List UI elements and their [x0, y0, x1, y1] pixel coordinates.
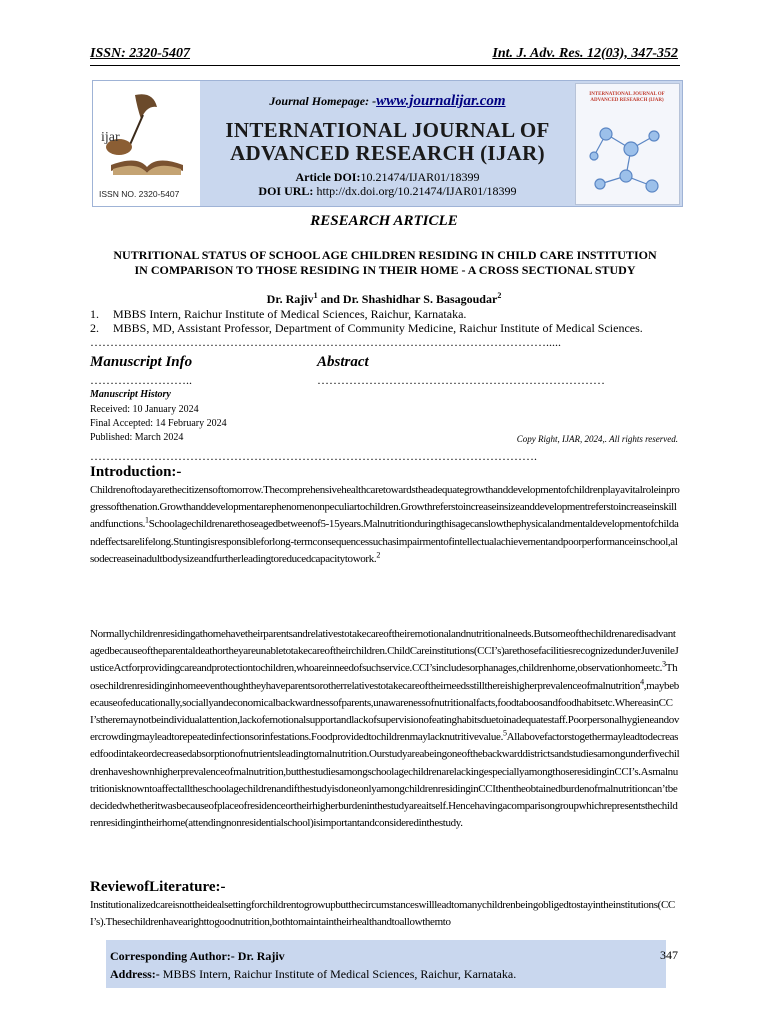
journal-issn: ISSN: 2320-5407: [90, 46, 190, 61]
citation-sup: 2: [376, 550, 380, 560]
text-run: Childrenoftodayarethecitizensoftomorrow.Thecomprehensivehealthcaretowardstheadequategrowthanddevelopmentofchildrenplayavitalroleinprogressofthenation.Growthanddevelopmentarephenomenonpeculiartochildren.Growthreferstoincreaseinsizeanddevelopmentreferstoincreaseinskillandfunctions.: [90, 484, 680, 531]
author-address: [110, 967, 516, 982]
affiliation-text: MBBS, MD, Assistant Professor, Department of Community Medicine, Raichur Institute of Medical Sciences.: [113, 321, 643, 335]
affiliation-text: MBBS Intern, Raichur Institute of Medical Sciences, Raichur, Karnataka.: [113, 307, 467, 321]
address-label: Address:-: [110, 967, 160, 981]
paper-title: [90, 248, 680, 278]
journal-title-line1: INTERNATIONAL JOURNAL OF: [225, 118, 550, 142]
dotted-rule-info: ……………………..: [90, 373, 192, 387]
doi-value: 10.21474/IJAR01/18399: [360, 170, 480, 184]
author-1-sup: 1: [313, 291, 318, 300]
review-paragraph-1: Institutionalizedcareisnottheidealsettingforchildrentogrowupbutthecircumstanceswillleadtomanychildrenbeingobligedtostayintheinstitutions(CCI’s).Thesechildrenhavearighttogoodnutrition,bothtomaintaintheirhealthandtoallowthemto: [90, 899, 675, 929]
journal-banner: [92, 80, 683, 207]
logo-issn: ISSN NO. 2320-5407: [99, 189, 180, 199]
review-heading: ReviewofLiterature:-: [90, 879, 226, 895]
logo-text: ijar: [101, 130, 120, 145]
article-doi-block: [200, 170, 575, 198]
journal-citation: Int. J. Adv. Res. 12(03), 347-352: [492, 46, 678, 61]
received-date: Received: 10 January 2024: [90, 404, 199, 415]
affiliation-number: 1.: [90, 307, 99, 321]
author-2-sup: 2: [497, 291, 502, 300]
accepted-date: Final Accepted: 14 February 2024: [90, 418, 227, 429]
text-run: Allabovefactorstogethermayleadtodecreasedfoodintakeordecreasedabsorptionofnutrientsleadingtomalnutrition.Ourstudyareabeingoneofthebackwarddistrictsandstudiesamongunderfivechildrenhaveshownhigherprevalenceofmalnutrition,butthestudiesamongschoolagechildrenarelackingespeciallyamongthoseresidinginCCI’s.AsmalnutritionisknowntoaffectalltheschoolagechildrenandifthestudyisdoneonlyamongchildrenresidinginCCIthentheobtainedburdenofmalnutritioncan’tbedecidedwhetheritwasbecauseofplaceofresidenceortheirhigherburdeninthestudyareaitself.Hencehavingacomparisongroupwhichrepresentsthechildrenresidingintheirhome(attendingnonresidentialschool)isimportantandconsideredinthestudy.: [90, 731, 680, 830]
text-run: ,maybebecauseofeducationally,sociallyandeconomicalbackwardnessofparents,unawarenessofnutritionalfacts,foodtaboosandfoodhabitsetc.WhereasinCCI’stheremaynotbeindividualattention,lackofemotionalsupportandlackofsupervisionofeatinghabitsduetoinadequatestaff.Poorpersonalhygieneandovercrowdingmayleadtorepeatedinfectionsorinfestations.Foodprovidedtochildrenmaylacknutritivevalue.: [90, 679, 680, 744]
author-1: Dr. Rajiv: [266, 292, 314, 306]
journal-cover-image: [575, 83, 680, 205]
text-run: Thosechildrenresidinginhomeeventhoughtheyhaveparentsorotherrelativestotakecareoftheirneedsstillthereishigherprevalenceofmalnutrition: [90, 662, 678, 692]
affiliation-1: [90, 307, 680, 321]
corr-name: Dr. Rajiv: [234, 949, 285, 963]
dotted-rule-abstract: ………………………………………………………………: [317, 373, 605, 387]
dotted-rule-top: …………………………………………………………………………………………………….....: [90, 335, 561, 349]
affiliation-2: [90, 321, 680, 335]
doi-label: Article DOI:: [295, 170, 361, 184]
copyright-notice: Copy Right, IJAR, 2024,. All rights reserved.: [516, 434, 678, 444]
published-date: Published: March 2024: [90, 432, 184, 443]
page-number: 347: [660, 948, 678, 962]
citation-sup: 1: [145, 515, 149, 525]
citation-sup: 4: [640, 676, 644, 686]
homepage-link[interactable]: www.journalijar.com: [376, 93, 506, 109]
text-run: Schoolagechildrenarethoseagedbetweenof5-15years.Malnutritionduringthisagecanslowthephysicalandmentaldevelopmentofchildandeffectsarelifelong.Stuntingisresponsibleforlong-termconsequencessuchasimpairmentofintellectualachievementandpoorperformanceinschool,alsodecreaseinadultbodysizeandfurtherleadingtoreducedcapacitytowork.: [90, 518, 679, 565]
manuscript-info-heading: Manuscript Info: [90, 354, 193, 370]
cover-title: INTERNATIONAL JOURNAL OF ADVANCED RESEARCH (IJAR): [589, 92, 665, 103]
journal-title-line2: ADVANCED RESEARCH (IJAR): [230, 141, 545, 165]
dotted-rule-bottom: ………………………………………………………………………………………………….: [90, 449, 537, 463]
corresponding-author: [110, 949, 285, 964]
doi-url-label: DOI URL:: [258, 184, 314, 198]
author-2: and Dr. Shashidhar S. Basagoudar: [317, 292, 498, 306]
paper-title-line2: IN COMPARISON TO THOSE RESIDING IN THEIR HOME - A CROSS SECTIONAL STUDY: [134, 263, 636, 277]
manuscript-history-heading: Manuscript History: [90, 389, 171, 400]
citation-sup: 3: [662, 659, 666, 669]
introduction-paragraph-2: [90, 626, 680, 832]
citation-sup: 5: [502, 728, 507, 738]
article-type: RESEARCH ARTICLE: [310, 213, 458, 229]
affiliation-number: 2.: [90, 321, 99, 335]
address-value: MBBS Intern, Raichur Institute of Medical Sciences, Raichur, Karnataka.: [159, 967, 517, 981]
author-line: [0, 291, 768, 307]
paper-title-line1: NUTRITIONAL STATUS OF SCHOOL AGE CHILDREN RESIDING IN CHILD CARE INSTITUTION: [113, 248, 657, 262]
introduction-heading: Introduction:-: [90, 464, 182, 480]
journal-title: [200, 119, 575, 165]
header-rule: [90, 65, 680, 66]
corr-label: Corresponding Author:-: [110, 949, 235, 963]
homepage-label: Journal Homepage: -: [269, 94, 377, 108]
doi-url[interactable]: http://dx.doi.org/10.21474/IJAR01/18399: [316, 184, 517, 198]
abstract-heading: Abstract: [317, 354, 369, 370]
introduction-paragraph-1: [90, 482, 680, 568]
text-run: Normallychildrenresidingathomehavetheirparentsandrelativestotakecareoftheiremotionalandnutritionalneeds.Butsomeofthechildrenaredisadvantagedbecauseoftheparentaldeathortheyareunabletotakecareoftheirchildren.ChildCareinstitutions(CCI’s)arethosefacilitiesrecognizedunderJuvenileJusticeActforprovidingcareandprotectiontochildren,whoareinneedofsuchservice.CCI’sincludesorphanages,childrenhome,observationhomeetc.: [90, 628, 679, 675]
molecule-icon: [576, 94, 676, 204]
